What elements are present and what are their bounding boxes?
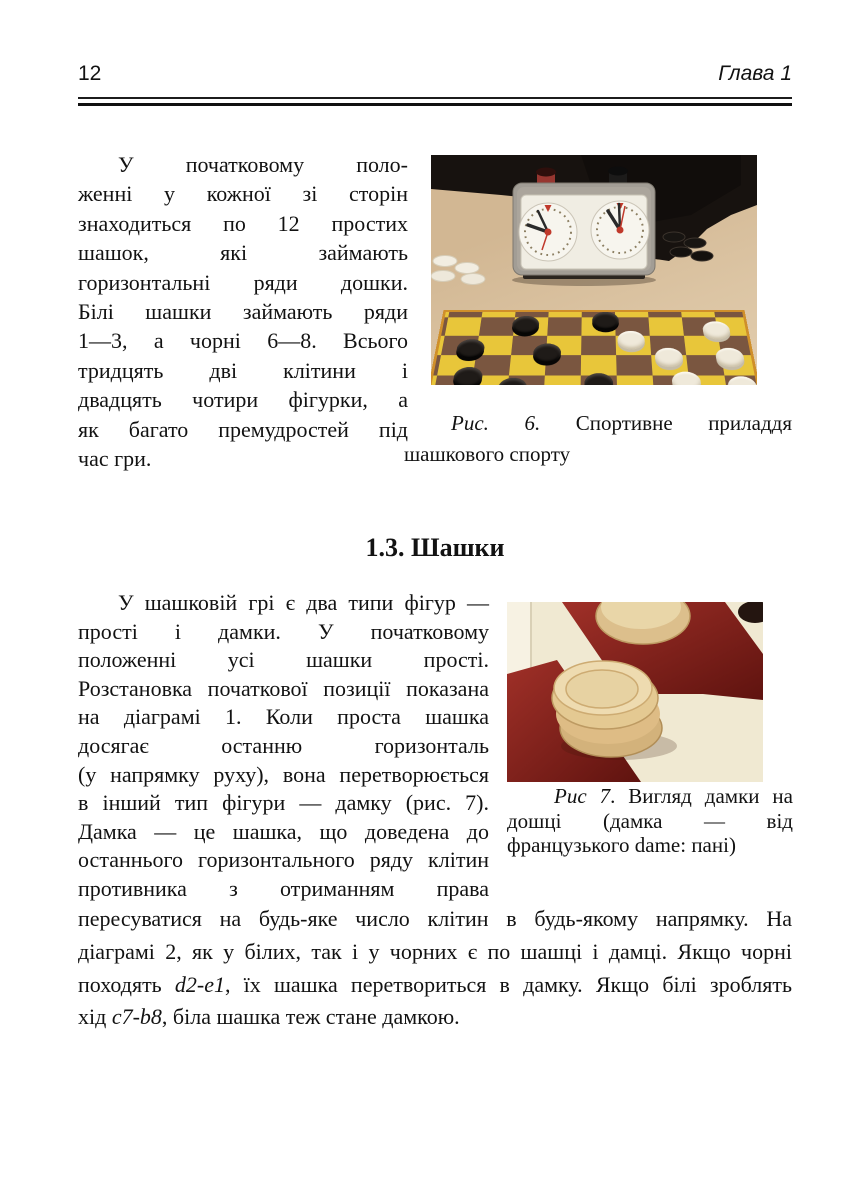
chapter-title: Глава 1 [718,62,792,85]
white-checker [726,376,757,385]
text-line: досягає останню горизонталь [78,732,489,758]
white-checker [715,348,746,367]
text-line: в інший тип фігури — дамку (рис. 7). [78,790,489,816]
text-segment: походять [78,971,175,997]
bag-silhouette [431,155,757,261]
loose-black-checkers [663,232,713,261]
text-line: прості і дамки. У початковому [78,618,489,644]
clock-button-right [609,171,627,185]
clock-button-left [537,172,555,186]
paragraph-intro [78,150,408,473]
figure6-photo [431,155,757,385]
text-line: Дамка — це шашка, що доведена до [78,818,489,844]
text-line: (у напрямку руху), вона перетворюється [78,761,489,787]
section-heading: 1.3. Шашки [365,533,505,562]
white-checker [617,331,645,349]
text-segment: , біла шашка теж стане дамкою. [161,1004,460,1030]
black-checker [452,367,484,385]
text-line: тридцять дві клітини і [78,357,408,383]
caption-line: французького dame: пані) [507,833,736,858]
black-checker [511,316,539,334]
clock-dial-right [591,201,649,259]
text-line: У шашковій грі є два типи фігур — [118,590,489,615]
figure7-scene [507,602,763,782]
paragraph-checkers-full [78,903,792,1034]
chess-move: c7-b8 [111,1004,162,1030]
text-line: Білі шашки займають ряди [78,299,408,325]
loose-white-checkers [431,256,485,285]
white-checker [671,372,702,385]
black-checker [592,312,619,330]
chess-move: d2-e1 [174,971,225,997]
white-checker [654,348,684,367]
white-checker [702,321,732,339]
header-rule [78,97,792,106]
caption-line: шашкового спорту [404,442,571,466]
text-line: час гри. [78,446,152,472]
text-line [78,969,792,1002]
figure-label: Рис 7 [554,784,611,808]
text-line: діаграмі 2, як у білих, так і у чорних є по шашці і дамці. Якщо чорні [78,938,792,964]
caption-text: Спортивне приладдя [575,411,793,435]
text-line: останнього горизонтального ряду клітин [78,847,489,873]
figure-label: Рис. 6. [451,411,541,435]
text-line: горизонтальні ряди дошки. [78,269,408,295]
text-segment: , їх шашка перетвориться в дамку. Якщо білі зроблять [225,971,793,997]
figure7-caption [507,784,793,858]
checkers-board [431,310,757,385]
text-line: знаходиться по 12 простих [78,210,408,236]
figure6-caption [404,408,792,470]
text-line: женні у кожної зі сторін [78,181,408,207]
text-line: У початковому поло- [118,152,408,177]
text-segment: хід [78,1004,112,1030]
page-number: 12 [78,62,102,85]
paragraph-checkers [78,589,489,904]
black-checker [533,344,562,363]
text-line: шашок, які займають [78,240,408,266]
text-line: Розстановка початкової позиції показана [78,675,489,701]
clock-dial-left [519,203,577,261]
text-line: на діаграмі 1. Коли проста шашка [78,704,489,730]
caption-line [507,784,793,809]
text-line: двадцять чотири фігурки, а [78,387,408,413]
caption-line [404,408,792,439]
black-checker [455,339,485,358]
text-line [78,1001,792,1034]
text-line: пересуватися на будь-яке число клітин в будь-якому напрямку. На [78,906,792,931]
figure7-photo [507,602,763,782]
chess-clock [512,167,656,287]
text-line: як багато премудростей під [78,416,408,442]
black-checker [497,378,528,385]
black-checker [584,373,613,385]
caption-text: . Вигляд дамки на [610,784,793,808]
text-line: противника з отриманням права [78,875,489,901]
text-line: 1—3, а чорні 6—8. Всього [78,328,408,354]
caption-line: дошці (дамка — від [507,808,793,833]
text-line: положенні усі шашки прості. [78,647,489,673]
